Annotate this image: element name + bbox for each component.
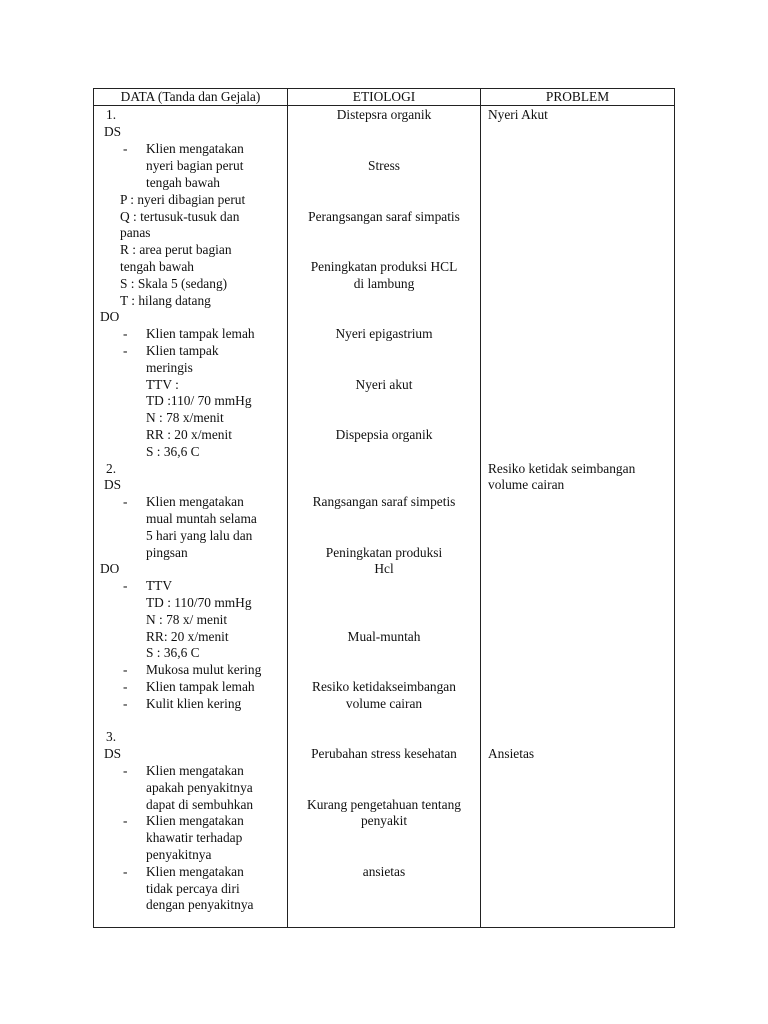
etiologi-text: Peningkatan produksi HCL [310,259,458,274]
etiologi-text: Peningkatan produksi [325,545,443,560]
data-text: Klien mengatakan [146,494,244,509]
bullet: - [123,813,128,828]
bullet: - [123,679,128,694]
data-text: Klien mengatakan [146,763,244,778]
header-problem: PROBLEM [545,89,610,104]
header-etiologi: ETIOLOGI [352,89,416,104]
data-text: S : 36,6 C [146,444,200,459]
problem-text: Nyeri Akut [488,107,548,122]
etiologi-text: Perangsangan saraf simpatis [308,209,460,224]
data-text: S : Skala 5 (sedang) [120,276,228,291]
etiologi-text: Kurang pengetahuan tentang [307,797,461,812]
data-text: T : hilang datang [120,293,211,308]
data-text: TTV : [146,377,179,392]
etiologi-text: penyakit [360,813,408,828]
data-text: mual muntah selama [146,511,257,526]
section-label-do: DO [100,309,120,324]
column-divider [480,88,481,928]
section-label-do: DO [100,561,120,576]
data-text: Klien tampak lemah [146,326,255,341]
data-text: Klien tampak lemah [146,679,255,694]
section-label-ds: DS [104,746,122,761]
bullet: - [123,578,128,593]
bullet: - [123,141,128,156]
data-text: Q : tertusuk-tusuk dan [120,209,240,224]
etiologi-text: Stress [368,158,400,173]
data-text: 5 hari yang lalu dan [146,528,253,543]
etiologi-text: Distepsra organik [336,107,432,122]
data-text: TTV [146,578,173,593]
bullet: - [123,343,128,358]
data-text: Mukosa mulut kering [146,662,262,677]
problem-text: volume cairan [488,477,565,492]
data-text: khawatir terhadap [146,830,243,845]
data-text: Klien mengatakan [146,813,244,828]
data-text: penyakitnya [146,847,212,862]
data-text: Klien tampak [146,343,219,358]
data-text: N : 78 x/ menit [146,612,228,627]
data-text: pingsan [146,545,188,560]
data-text: nyeri bagian perut [146,158,244,173]
bullet: - [123,763,128,778]
header-data: DATA (Tanda dan Gejala) [120,89,261,104]
data-text: S : 36,6 C [146,645,200,660]
etiologi-text: ansietas [362,864,406,879]
data-text: R : area perut bagian [120,242,232,257]
section-label-ds: DS [104,477,122,492]
etiologi-text: Hcl [374,561,394,576]
data-text: TD :110/ 70 mmHg [146,393,252,408]
data-text: dapat di sembuhkan [146,797,254,812]
etiologi-text: Nyeri epigastrium [335,326,433,341]
data-text: panas [120,225,151,240]
data-text: tengah bawah [120,259,194,274]
item-number: 3. [106,729,117,744]
etiologi-text: Nyeri akut [355,377,413,392]
data-text: apakah penyakitnya [146,780,253,795]
bullet: - [123,326,128,341]
data-text: meringis [146,360,193,375]
data-text: tengah bawah [146,175,220,190]
problem-text: Resiko ketidak seimbangan [488,461,636,476]
item-number: 2. [106,461,117,476]
bullet: - [123,662,128,677]
bullet: - [123,494,128,509]
data-text: RR: 20 x/menit [146,629,229,644]
etiologi-text: Dispepsia organik [335,427,433,442]
etiologi-text: Perubahan stress kesehatan [311,746,457,761]
data-text: RR : 20 x/menit [146,427,232,442]
data-text: dengan penyakitnya [146,897,254,912]
data-text: TD : 110/70 mmHg [146,595,252,610]
bullet: - [123,696,128,711]
etiologi-text: volume cairan [345,696,423,711]
data-text: Klien mengatakan [146,864,244,879]
data-text: Klien mengatakan [146,141,244,156]
item-number: 1. [106,107,117,122]
etiologi-text: Resiko ketidakseimbangan [312,679,456,694]
etiologi-text: Rangsangan saraf simpetis [312,494,456,509]
data-text: N : 78 x/menit [146,410,224,425]
etiologi-text: di lambung [353,276,415,291]
section-label-ds: DS [104,124,122,139]
data-text: P : nyeri dibagian perut [120,192,246,207]
problem-text: Ansietas [488,746,535,761]
etiologi-text: Mual-muntah [347,629,421,644]
data-text: tidak percaya diri [146,881,240,896]
data-text: Kulit klien kering [146,696,242,711]
bullet: - [123,864,128,879]
